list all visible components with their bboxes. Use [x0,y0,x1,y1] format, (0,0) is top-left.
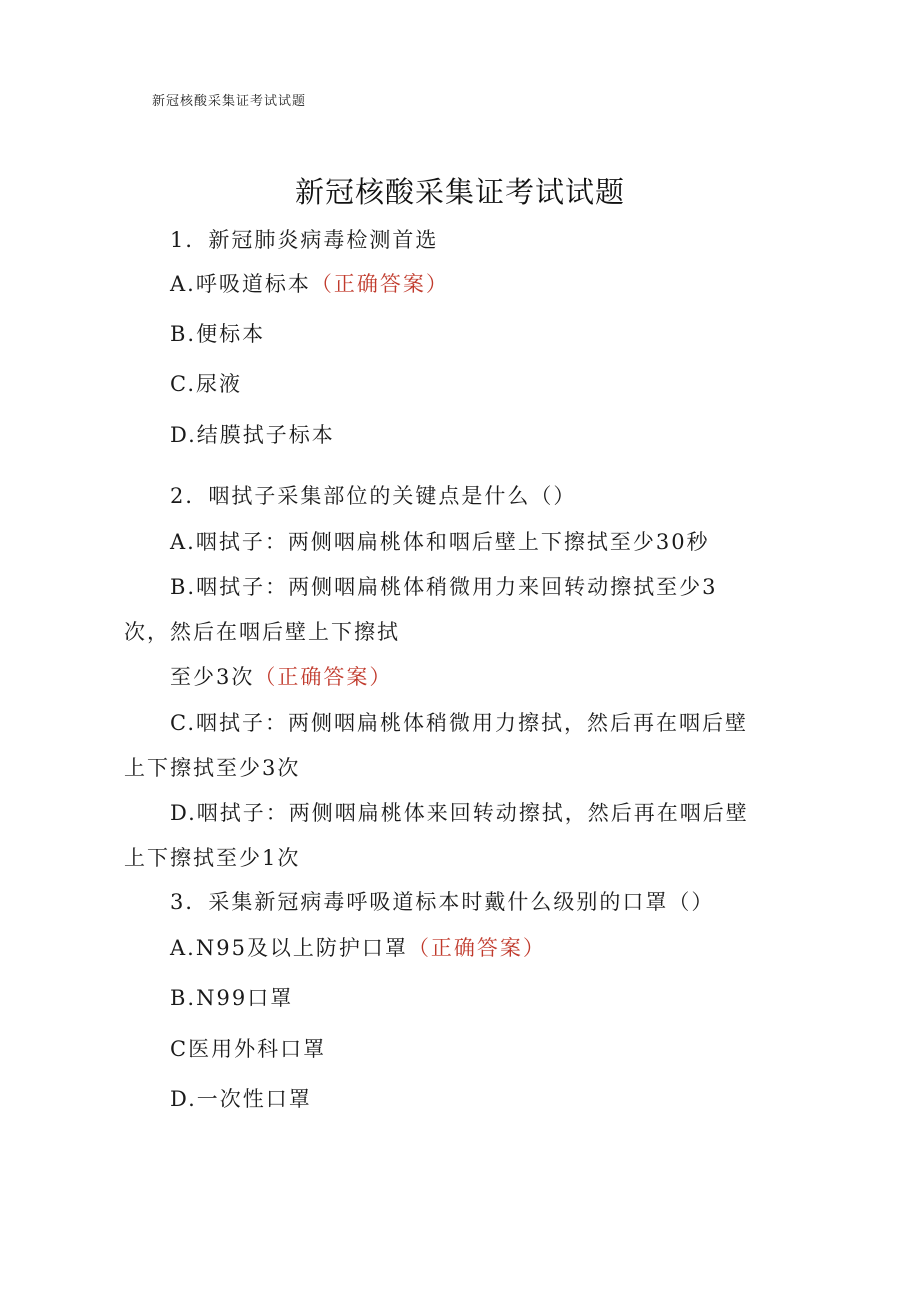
question-2-option-b-line3 [170,667,392,688]
question-2-option-c-line1: C.咽拭子：两侧咽扁桃体稍微用力擦拭，然后再在咽后壁 [170,711,748,735]
question-2-stem: 2．咽拭子采集部位的关键点是什么（） [170,484,577,508]
question-1-option-a [170,274,449,295]
question-1-stem: 1．新冠肺炎病毒检测首选 [170,228,439,252]
running-header: 新冠核酸采集证考试试题 [152,94,307,109]
question-2-option-a: A.咽拭子：两侧咽扁桃体和咽后壁上下擦拭至少30秒 [170,530,710,554]
question-3-option-d: D.一次性口罩 [170,1087,312,1111]
option-text: A.N95及以上防护口罩 [170,936,408,960]
question-2-option-d-line1: D.咽拭子：两侧咽扁桃体来回转动擦拭，然后再在咽后壁 [170,801,749,825]
correct-answer-mark: （正确答案） [254,665,393,689]
correct-answer-mark: （正确答案） [310,272,449,296]
question-3-option-a [170,938,546,959]
question-2-option-b-line1: B.咽拭子：两侧咽扁桃体稍微用力来回转动擦拭至少3 [170,575,718,599]
question-3-stem: 3．采集新冠病毒呼吸道标本时戴什么级别的口罩（） [170,890,715,914]
question-3-option-b: B.N99口罩 [170,986,294,1010]
correct-answer-mark: （正确答案） [407,936,546,960]
question-2-option-d-line2: 上下擦拭至少1次 [124,846,301,870]
option-text: A.呼吸道标本 [170,272,311,296]
question-1-option-c: C.尿液 [170,372,242,396]
question-1-option-d: D.结膜拭子标本 [170,423,335,447]
option-text: 至少3次 [170,665,255,689]
question-2-option-c-line2: 上下擦拭至少3次 [124,756,301,780]
question-2-option-b-line2: 次，然后在咽后壁上下擦拭 [124,620,400,644]
document-title: 新冠核酸采集证考试试题 [294,175,625,209]
question-3-option-c: C医用外科口罩 [170,1037,327,1061]
question-1-option-b: B.便标本 [170,322,266,346]
